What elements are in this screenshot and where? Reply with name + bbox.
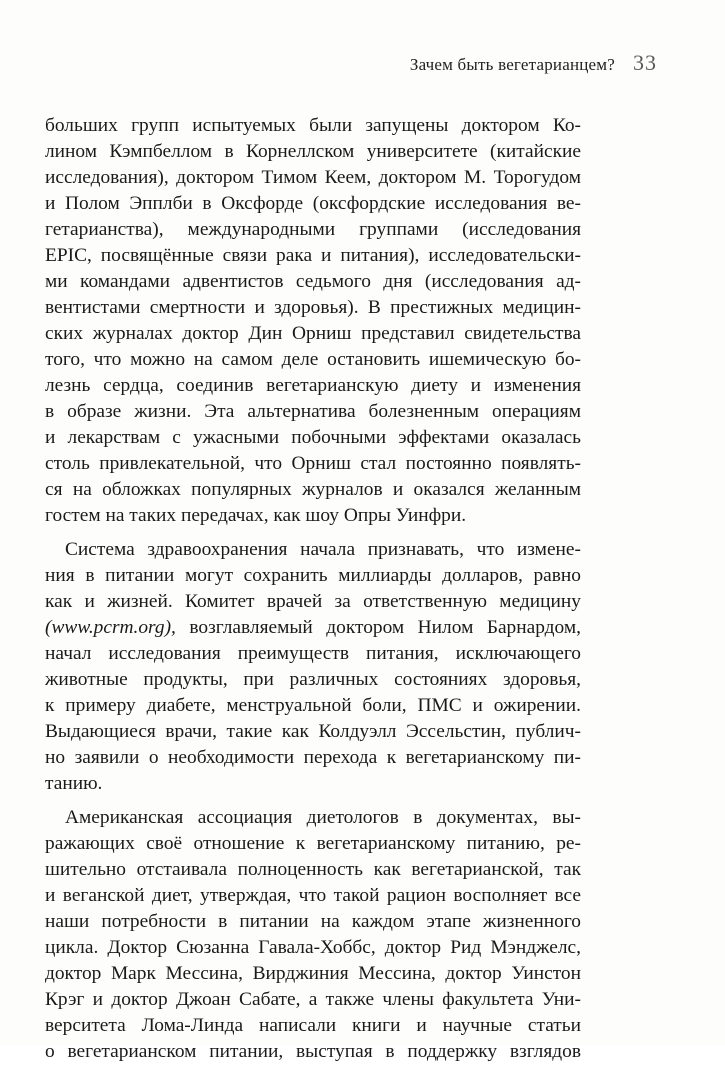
text-line: исследования), доктором Тимом Кеем, доктором М. Торогудом (45, 167, 581, 188)
text-line: (www.pcrm.org), возглавляемый доктором Нилом Барнардом, (45, 617, 581, 638)
text-line: наши потребности в питании на каждом этапе жизненного (45, 911, 581, 932)
paragraph-gap (45, 529, 581, 537)
text-line: вентистами смертности и здоровья). В престижных медицин- (45, 297, 581, 318)
text-line: столь привлекательной, что Орниш стал постоянно появлять- (45, 453, 581, 474)
text-line: доктор Марк Мессина, Вирджиния Мессина, доктор Уинстон (45, 963, 581, 984)
text-line: и веганской диет, утверждая, что такой рацион восполняет все (45, 885, 581, 906)
text-line: гетарианства), международными группами (исследования (45, 219, 581, 240)
text-line: ния в питании могут сохранить миллиарды долларов, равно (45, 565, 581, 586)
text-line: ражающих своё отношение к вегетарианскому питанию, ре- (45, 833, 581, 854)
text-line: больших групп испытуемых были запущены доктором Ко- (45, 115, 581, 136)
text-line: EPIC, посвящённые связи рака и питания), исследовательски- (45, 245, 581, 266)
text-line: но заявили о необходимости перехода к вегетарианскому пи- (45, 747, 581, 768)
body-text (45, 113, 581, 1065)
text-line: ских журналах доктор Дин Орниш представил свидетельства (45, 323, 581, 344)
running-title: Зачем быть вегетарианцем? (409, 55, 615, 74)
text-line: Американская ассоциация диетологов в документах, вы- (65, 807, 581, 828)
text-line: к примеру диабете, менструальной боли, ПМС и ожирении. (45, 695, 581, 716)
text-line: и Полом Эпплби в Оксфорде (оксфордские исследования ве- (45, 193, 581, 214)
paragraph-1 (45, 113, 581, 529)
running-header (410, 50, 657, 76)
text-line: цикла. Доктор Сюзанна Гавала-Хоббс, доктор Рид Мэнджелс, (45, 937, 581, 958)
text-line: шительно отстаивала полноценность как вегетарианской, так (45, 859, 581, 880)
text-line: животные продукты, при различных состояниях здоровья, (45, 669, 581, 690)
text-line: того, что можно на самом деле остановить ишемическую бо- (45, 349, 581, 370)
url-text: (www.pcrm.org), (45, 617, 176, 638)
text-line: лином Кэмпбеллом в Корнеллском университете (китайские (45, 141, 581, 162)
text-line: ся на обложках популярных журналов и оказался желанным (45, 479, 581, 500)
text-line: танию. (45, 773, 103, 794)
paragraph-3 (45, 805, 581, 1065)
paragraph-gap (45, 797, 581, 805)
text-line: гостем на таких передачах, как шоу Опры Уинфри. (45, 505, 467, 526)
text-line: Выдающиеся врачи, такие как Колдуэлл Эссельстин, публич- (45, 721, 581, 742)
text-line: лезнь сердца, соединив вегетарианскую диету и изменения (45, 375, 581, 396)
paragraph-2 (45, 537, 581, 797)
text-line: верситета Лома-Линда написали книги и научные статьи (45, 1015, 581, 1036)
text-line: о вегетарианском питании, выступая в поддержку взглядов (45, 1041, 581, 1062)
text-line: как и жизней. Комитет врачей за ответственную медицину (45, 591, 581, 612)
text-line: начал исследования преимуществ питания, исключающего (45, 643, 581, 664)
text-line: ми командами адвентистов седьмого дня (исследования ад- (45, 271, 581, 292)
text-line: Система здравоохранения начала признавать, что измене- (65, 539, 581, 560)
page-number: 33 (633, 50, 657, 75)
text-line: в образе жизни. Эта альтернатива болезненным операциям (45, 401, 581, 422)
text-line: и лекарствам с ужасными побочными эффектами оказалась (45, 427, 581, 448)
text-line: Крэг и доктор Джоан Сабате, а также члены факультета Уни- (45, 989, 581, 1010)
